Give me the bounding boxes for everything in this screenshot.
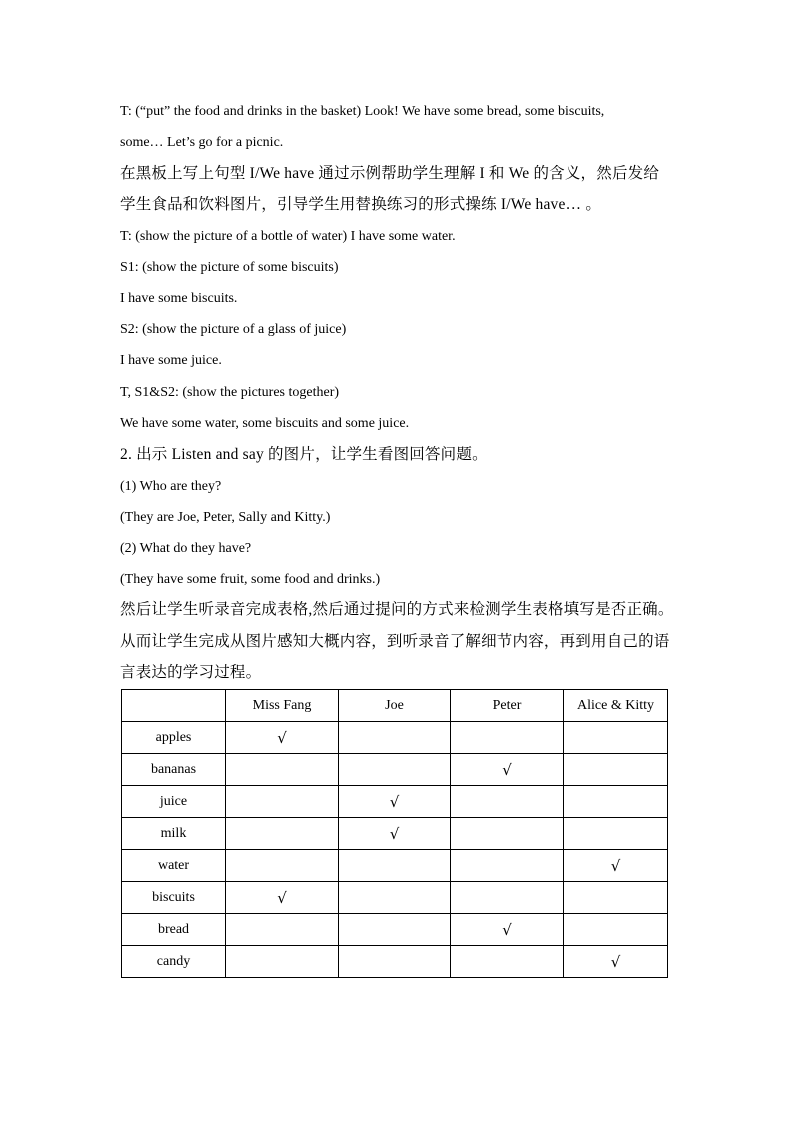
text-line-17: 然后让学生听录音完成表格,然后通过提问的方式来检测学生表格填写是否正确。 [120, 601, 674, 618]
row-item-label: bread [122, 914, 226, 946]
table-cell [564, 914, 668, 946]
text-line-9: I have some juice. [120, 353, 222, 368]
table-cell: √ [339, 786, 451, 818]
table-cell [451, 818, 564, 850]
text-line-2: some… Let’s go for a picnic. [120, 135, 284, 150]
table-cell [564, 754, 668, 786]
table-cell: √ [339, 818, 451, 850]
table-row [122, 850, 668, 882]
text-line-12: 2. 出示 Listen and say 的图片，让学生看图回答问题。 [120, 446, 488, 463]
text-line-14: (They are Joe, Peter, Sally and Kitty.) [120, 510, 331, 525]
table-cell [564, 818, 668, 850]
table-cell [339, 914, 451, 946]
row-item-label: water [122, 850, 226, 882]
text-line-3: 在黑板上写上句型 I/We have 通过示例帮助学生理解 I 和 We 的含义，然后发给 [120, 165, 660, 182]
row-item-label: bananas [122, 754, 226, 786]
text-line-1: T: (“put” the food and drinks in the basket) Look! We have some bread, some biscuits, [120, 104, 605, 119]
table-cell [564, 786, 668, 818]
table-cell [564, 722, 668, 754]
table-cell [451, 786, 564, 818]
header-corner-cell [122, 690, 226, 722]
header-miss-fang: Miss Fang [226, 690, 339, 722]
table-cell [339, 882, 451, 914]
table-cell [339, 722, 451, 754]
table-cell [339, 754, 451, 786]
table-cell: √ [451, 754, 564, 786]
header-alice-kitty: Alice & Kitty [564, 690, 668, 722]
text-line-18: 从而让学生完成从图片感知大概内容，到听录音了解细节内容，再到用自己的语 [120, 633, 670, 650]
table-row [122, 754, 668, 786]
table-cell [451, 722, 564, 754]
table-row [122, 946, 668, 978]
text-line-19: 言表达的学习过程。 [120, 664, 262, 681]
table-row [122, 914, 668, 946]
header-peter: Peter [451, 690, 564, 722]
text-line-15: (2) What do they have? [120, 541, 252, 556]
table-row [122, 786, 668, 818]
table-cell: √ [226, 882, 339, 914]
text-line-8: S2: (show the picture of a glass of juice) [120, 322, 347, 337]
row-item-label: apples [122, 722, 226, 754]
table-cell: √ [564, 850, 668, 882]
table-cell [226, 754, 339, 786]
table-row [122, 722, 668, 754]
text-line-10: T, S1&S2: (show the pictures together) [120, 385, 340, 400]
row-item-label: biscuits [122, 882, 226, 914]
table-header-row [122, 690, 668, 722]
table-cell [451, 850, 564, 882]
text-line-6: S1: (show the picture of some biscuits) [120, 260, 339, 275]
table-cell: √ [451, 914, 564, 946]
text-line-13: (1) Who are they? [120, 479, 222, 494]
row-item-label: juice [122, 786, 226, 818]
table-cell [226, 946, 339, 978]
table-cell [226, 850, 339, 882]
row-item-label: candy [122, 946, 226, 978]
table-cell: √ [226, 722, 339, 754]
text-line-7: I have some biscuits. [120, 291, 238, 306]
header-joe: Joe [339, 690, 451, 722]
table-row [122, 818, 668, 850]
table-cell: √ [564, 946, 668, 978]
table-cell [226, 786, 339, 818]
table-cell [451, 882, 564, 914]
table-row [122, 882, 668, 914]
food-checklist-table [121, 689, 668, 978]
table-cell [339, 850, 451, 882]
table-cell [226, 914, 339, 946]
table-cell [564, 882, 668, 914]
text-line-5: T: (show the picture of a bottle of water) I have some water. [120, 229, 456, 244]
row-item-label: milk [122, 818, 226, 850]
table-cell [339, 946, 451, 978]
text-line-4: 学生食品和饮料图片，引导学生用替换练习的形式操练 I/We have… 。 [120, 196, 602, 213]
text-line-16: (They have some fruit, some food and drinks.) [120, 572, 381, 587]
text-line-11: We have some water, some biscuits and some juice. [120, 416, 410, 431]
table-cell [451, 946, 564, 978]
table-cell [226, 818, 339, 850]
